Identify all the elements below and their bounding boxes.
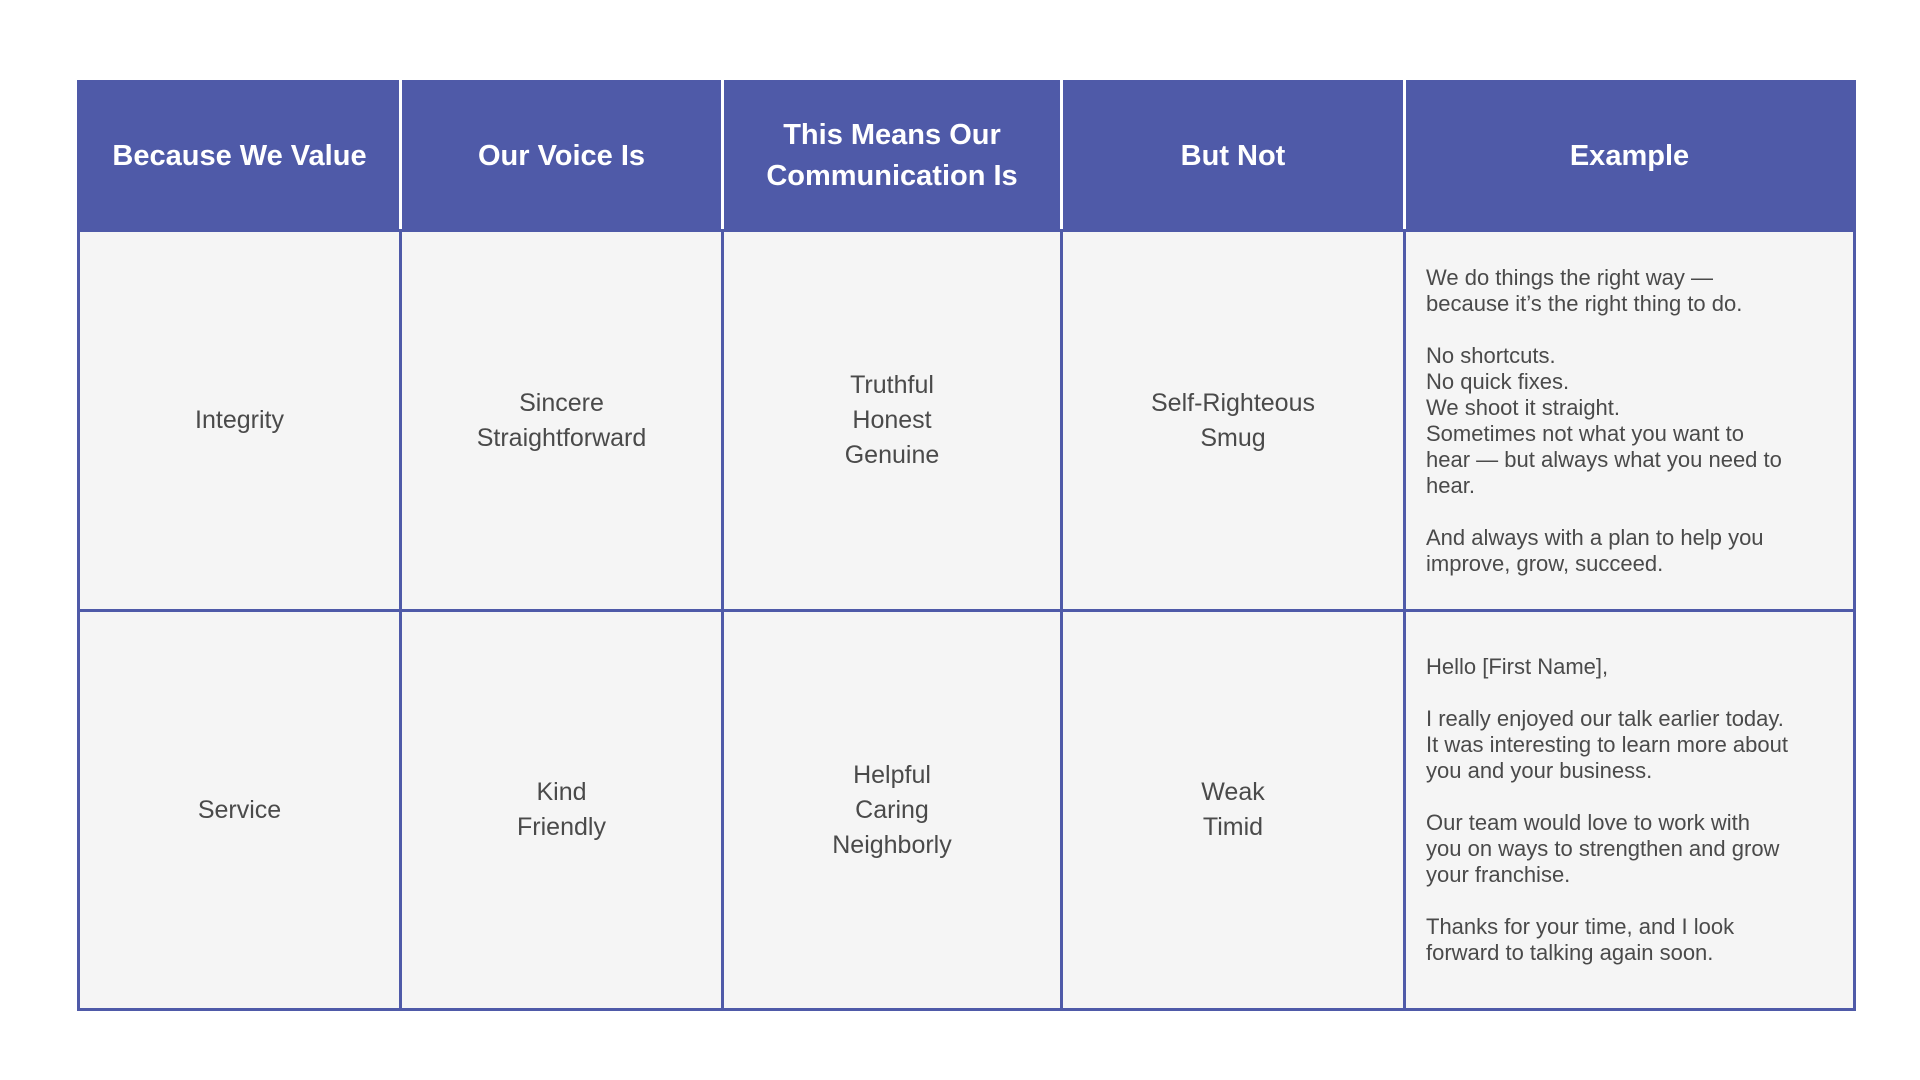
but-not-item: Self-Righteous <box>1151 388 1315 417</box>
header-but-not: But Not <box>1062 82 1405 231</box>
but-not-item: Weak <box>1201 778 1265 806</box>
cell-value: Service <box>79 611 401 1010</box>
table-header <box>79 82 1855 231</box>
cell-communication <box>723 611 1062 1010</box>
table-row-service <box>79 611 1855 1010</box>
example-line: Sometimes not what you want to <box>1426 420 1744 446</box>
example-paragraph <box>1426 810 1835 888</box>
communication-item: Genuine <box>844 441 940 469</box>
example-line: No quick fixes. <box>1426 368 1570 394</box>
example-line: It was interesting to learn more about <box>1426 732 1788 757</box>
example-line: Our team would love to work with <box>1426 810 1751 835</box>
voice-item: Straightforward <box>476 423 647 452</box>
table-body <box>79 231 1855 1010</box>
example-paragraph <box>1426 914 1835 966</box>
example-line: And always with a plan to help you <box>1426 524 1764 550</box>
example-paragraph <box>1426 343 1835 499</box>
cell-example <box>1405 611 1855 1010</box>
but-not-item: Smug <box>1200 423 1266 452</box>
example-line: you and your business. <box>1426 758 1653 783</box>
voice-item: Sincere <box>519 388 604 417</box>
header-row <box>79 82 1855 231</box>
cell-but-not <box>1062 611 1405 1010</box>
example-line: We shoot it straight. <box>1426 394 1621 420</box>
example-line: No shortcuts. <box>1426 342 1556 368</box>
example-line: you on ways to strengthen and grow <box>1426 836 1780 861</box>
cell-communication <box>723 231 1062 611</box>
communication-item: Helpful <box>853 760 931 789</box>
cell-but-not <box>1062 231 1405 611</box>
header-example: Example <box>1405 82 1855 231</box>
brand-voice-table <box>77 80 1856 1011</box>
example-paragraph <box>1426 706 1835 784</box>
communication-item: Truthful <box>850 371 934 399</box>
voice-item: Friendly <box>517 813 606 841</box>
but-not-item: Timid <box>1202 813 1264 841</box>
example-line: forward to talking again soon. <box>1426 940 1714 965</box>
communication-item: Caring <box>855 795 929 824</box>
header-because-we-value: Because We Value <box>79 82 401 231</box>
example-paragraph <box>1426 525 1835 577</box>
cell-voice <box>401 231 723 611</box>
communication-item: Neighborly <box>832 830 952 859</box>
voice-item: Kind <box>536 778 587 806</box>
example-line: because it’s the right thing to do. <box>1426 290 1743 316</box>
example-line: Thanks for your time, and I look <box>1426 914 1735 939</box>
cell-voice <box>401 611 723 1010</box>
table-row-integrity <box>79 231 1855 611</box>
example-line: hear. <box>1426 472 1475 498</box>
header-our-voice-is: Our Voice Is <box>401 82 723 231</box>
example-paragraph <box>1426 265 1835 317</box>
example-line: We do things the right way — <box>1426 264 1713 290</box>
header-communication-is <box>723 82 1062 231</box>
example-line: improve, grow, succeed. <box>1426 550 1664 576</box>
example-line: hear — but always what you need to <box>1426 446 1782 472</box>
example-line: I really enjoyed our talk earlier today. <box>1426 706 1784 731</box>
example-line: Hello [First Name], <box>1426 654 1609 679</box>
cell-value: Integrity <box>79 231 401 611</box>
header-communication-is-text: This Means Our Communication Is <box>766 119 1018 192</box>
example-line: your franchise. <box>1426 862 1571 887</box>
communication-item: Honest <box>852 406 932 434</box>
example-paragraph <box>1426 654 1835 680</box>
cell-example <box>1405 231 1855 611</box>
brand-voice-table-container <box>77 80 1853 1011</box>
